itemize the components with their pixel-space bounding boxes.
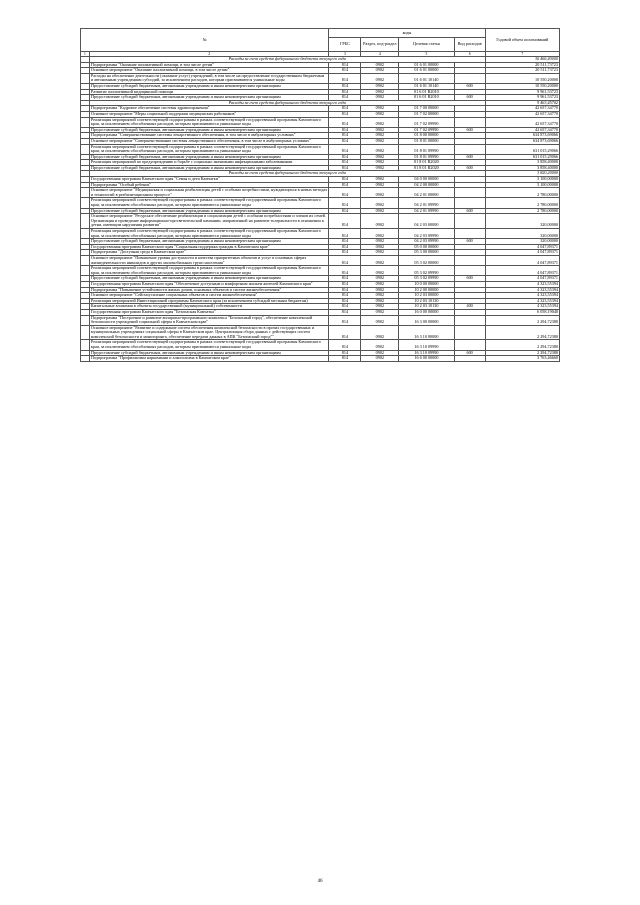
row-description: Расходы на обеспечение деятельности (оказание услуг) учреждений, в том числе на предоставление государственным бюджетным и автономным учреждениям субсидий, за исключением расходов, которым присваиваются уникальные коды xyxy=(89,73,328,83)
empty-cell xyxy=(81,356,90,362)
table-body xyxy=(81,57,560,362)
row-target-article: 04 2 03 09990 xyxy=(399,229,454,239)
row-grbs: 814 xyxy=(329,208,361,214)
row-description: Предоставление субсидий бюджетным, автономным учреждениям и иным некоммерческим организациям xyxy=(89,83,328,89)
row-amount: 3 100,00000 xyxy=(485,182,559,188)
row-amount: 20 511,73723 xyxy=(485,68,559,74)
row-expense-type: 600 xyxy=(454,154,485,160)
row-section: 0902 xyxy=(361,293,399,299)
row-target-article: 01 6 01 10140 xyxy=(399,73,454,83)
row-expense-type xyxy=(454,325,485,340)
table-row xyxy=(81,229,560,239)
row-amount: 9 961,53723 xyxy=(485,89,559,95)
table-row xyxy=(81,266,560,276)
row-section: 0902 xyxy=(361,106,399,112)
table-row xyxy=(81,340,560,350)
row-section: 0902 xyxy=(361,239,399,245)
table-row xyxy=(81,214,560,229)
row-amount: 4 047,89371 xyxy=(485,255,559,265)
row-target-article: 01 8 01 09990 xyxy=(399,144,454,154)
row-description: Предоставление субсидий бюджетным, автономным учреждениям и иным некоммерческим организациям xyxy=(89,276,328,282)
row-amount: 3 100,00000 xyxy=(485,177,559,183)
row-description: Реализация мероприятий соответствующей подпрограммы в рамках соответствующей государственной программы Камчатского края, за исключением обособленных расходов, которым присваиваются уникальные коды xyxy=(89,144,328,154)
row-target-article: 01 6 01 10140 xyxy=(399,83,454,89)
row-target-article: 04 0 00 00000 xyxy=(399,177,454,183)
row-description: Реализация мероприятий соответствующей подпрограммы в рамках соответствующей государственной программы Камчатского края, за исключением обособленных расходов, которым присваиваются уникальные коды xyxy=(89,198,328,208)
row-amount: 4 323,55394 xyxy=(485,304,559,310)
row-section: 0902 xyxy=(361,266,399,276)
row-description: Предоставление субсидий бюджетным, автономным учреждениям и иным некоммерческим организациям xyxy=(89,95,328,101)
row-section: 0902 xyxy=(361,95,399,101)
row-section: 0902 xyxy=(361,177,399,183)
table-row xyxy=(81,73,560,83)
row-grbs: 814 xyxy=(329,73,361,83)
header-expense-type: Вид расходов xyxy=(454,38,485,52)
row-expense-type: 600 xyxy=(454,83,485,89)
row-description: Реализация мероприятий Инвестиционной программы Камчатского края (за исключением субсидий местным бюджетам) xyxy=(89,298,328,304)
subtotal-amount: 36 466,40000 xyxy=(485,57,559,63)
row-amount: 3 858,40000 xyxy=(485,165,559,171)
row-expense-type: 400 xyxy=(454,304,485,310)
row-grbs: 814 xyxy=(329,160,361,166)
row-target-article: 16 3 00 00000 xyxy=(399,315,454,325)
row-description: Предоставление субсидий бюджетным, автономным учреждениям и иным некоммерческим организациям xyxy=(89,350,328,356)
row-expense-type xyxy=(454,144,485,154)
row-grbs: 814 xyxy=(329,244,361,250)
row-grbs: 814 xyxy=(329,133,361,139)
header-annual-amount: Годовой объем ассигнований xyxy=(485,29,559,52)
subtotal-description: Расходы за счет средств федерального бюджета текущего года xyxy=(89,57,485,63)
row-amount: 3 858,40000 xyxy=(485,160,559,166)
row-target-article: 01 8 00 00000 xyxy=(399,133,454,139)
row-amount: 10 550,20000 xyxy=(485,83,559,89)
table-row xyxy=(81,198,560,208)
row-target-article: 04 2 00 00000 xyxy=(399,182,454,188)
row-target-article: 10 2 03 10130 xyxy=(399,298,454,304)
row-grbs: 814 xyxy=(329,350,361,356)
row-grbs: 814 xyxy=(329,154,361,160)
header-grbs: ГРБС xyxy=(329,38,361,52)
row-amount: 631 015,29066 xyxy=(485,154,559,160)
row-amount: 2 294,72380 xyxy=(485,340,559,350)
row-grbs: 814 xyxy=(329,266,361,276)
row-description: Основное мероприятие "Совершенствование системы лекарственного обеспечения, в том числе в амбулаторных условиях" xyxy=(89,138,328,144)
row-description: Государственная программа Камчатского края "Обеспечение доступным и комфортным жильем жителей Камчатского края" xyxy=(89,281,328,287)
empty-cell xyxy=(81,73,90,83)
row-target-article: 04 2 01 09990 xyxy=(399,198,454,208)
row-expense-type xyxy=(454,73,485,83)
row-expense-type xyxy=(454,340,485,350)
row-description: Государственная программа Камчатского края "Социальная поддержка граждан в Камчатском крае" xyxy=(89,244,328,250)
row-amount: 20 511,73723 xyxy=(485,62,559,68)
header-target-article: Целевая статья xyxy=(399,38,454,52)
row-section: 0902 xyxy=(361,73,399,83)
row-description: Подпрограмма "Оказание паллиативной помощи, в том числе детям" xyxy=(89,62,328,68)
empty-cell xyxy=(81,340,90,350)
header-section: Раздел, под-раздел xyxy=(361,38,399,52)
table-header xyxy=(81,29,560,57)
row-description: Подпрограмма "Совершенствование системы лекарственного обеспечения, в том числе в амбулаторных условиях" xyxy=(89,133,328,139)
row-section: 0902 xyxy=(361,340,399,350)
column-number: 7 xyxy=(485,52,559,57)
row-section: 0902 xyxy=(361,208,399,214)
row-expense-type xyxy=(454,356,485,362)
empty-cell xyxy=(81,144,90,154)
row-section: 0902 xyxy=(361,276,399,282)
row-expense-type: 600 xyxy=(454,350,485,356)
row-section: 0902 xyxy=(361,182,399,188)
row-grbs: 814 xyxy=(329,177,361,183)
row-grbs: 814 xyxy=(329,106,361,112)
row-section: 0902 xyxy=(361,198,399,208)
row-amount: 4 047,89371 xyxy=(485,266,559,276)
row-grbs: 814 xyxy=(329,111,361,117)
row-grbs: 814 xyxy=(329,276,361,282)
row-description: Реализация мероприятий соответствующей подпрограммы в рамках соответствующей государственной программы Камчатского края, за исключением обособленных расходов, которым присваиваются уникальные коды xyxy=(89,266,328,276)
row-target-article: 01 8 01 00000 xyxy=(399,138,454,144)
row-grbs: 814 xyxy=(329,298,361,304)
row-grbs: 814 xyxy=(329,198,361,208)
row-grbs: 814 xyxy=(329,281,361,287)
row-section: 0902 xyxy=(361,214,399,229)
row-grbs: 814 xyxy=(329,304,361,310)
row-amount: 42 657,34770 xyxy=(485,117,559,127)
row-amount: 6 058,19040 xyxy=(485,309,559,315)
row-amount: 10 550,20000 xyxy=(485,73,559,83)
row-target-article: 01 6 01 R2010 xyxy=(399,89,454,95)
row-grbs: 814 xyxy=(329,214,361,229)
row-grbs: 814 xyxy=(329,315,361,325)
row-target-article: 16 6 00 00000 xyxy=(399,356,454,362)
row-description: Подпрограмма "Построение и развитие аппаратно-программного комплекса "Безопасный город", обеспечение комплексной безопасности учреждений социальной сферы в Камчатском крае" xyxy=(89,315,328,325)
empty-cell xyxy=(81,325,90,340)
row-description: Подпрограмма "Особый ребенок" xyxy=(89,182,328,188)
row-section: 0902 xyxy=(361,244,399,250)
table-row xyxy=(81,188,560,198)
row-target-article: 04 2 03 00000 xyxy=(399,214,454,229)
row-description: Основное мероприятие "Оказание паллиативной помощи, в том числе детям" xyxy=(89,68,328,74)
row-amount: 320,00000 xyxy=(485,229,559,239)
row-target-article: 16 0 00 00000 xyxy=(399,309,454,315)
row-section: 0902 xyxy=(361,154,399,160)
row-target-article: 05 0 00 00000 xyxy=(399,244,454,250)
row-target-article: 04 2 01 00000 xyxy=(399,188,454,198)
empty-cell xyxy=(81,188,90,198)
row-section: 0902 xyxy=(361,133,399,139)
row-expense-type xyxy=(454,198,485,208)
subtotal-amount: 3 820,20000 xyxy=(485,171,559,177)
row-target-article: 05 3 02 00000 xyxy=(399,255,454,265)
row-description: Предоставление субсидий бюджетным, автономным учреждениям и иным некоммерческим организациям xyxy=(89,239,328,245)
row-description: Реализация мероприятий по предупреждению и борьбе с социально значимыми инфекционными заболеваниями xyxy=(89,160,328,166)
row-description: Государственная программа Камчатского края "Семья и дети Камчатки" xyxy=(89,177,328,183)
row-expense-type xyxy=(454,266,485,276)
row-description: Подпрограмма "Повышение устойчивости жилых домов, основных объектов и систем жизнеобеспечения" xyxy=(89,287,328,293)
row-grbs: 814 xyxy=(329,62,361,68)
row-amount: 2 294,72380 xyxy=(485,315,559,325)
row-section: 0902 xyxy=(361,160,399,166)
row-target-article: 01 8 01 09990 xyxy=(399,154,454,160)
row-amount: 2 780,00000 xyxy=(485,198,559,208)
row-section: 0902 xyxy=(361,255,399,265)
row-section: 0902 xyxy=(361,144,399,154)
row-grbs: 814 xyxy=(329,117,361,127)
row-expense-type xyxy=(454,315,485,325)
row-amount: 42 657,34770 xyxy=(485,111,559,117)
row-section: 0902 xyxy=(361,315,399,325)
row-target-article: 01 6 01 R2010 xyxy=(399,95,454,101)
row-description: Предоставление субсидий бюджетным, автономным учреждениям и иным некоммерческим организациям xyxy=(89,165,328,171)
row-description: Предоставление субсидий бюджетным, автономным учреждениям и иным некоммерческим организациям xyxy=(89,127,328,133)
row-target-article: 01 7 02 00000 xyxy=(399,111,454,117)
row-section: 0902 xyxy=(361,350,399,356)
row-section: 0902 xyxy=(361,309,399,315)
row-target-article: 01 7 02 09990 xyxy=(399,117,454,127)
row-description: Основное мероприятие "Сейсмоусиление социальных объектов и систем жизнеобеспечения" xyxy=(89,293,328,299)
row-description: Подпрограмма "Кадровое обеспечение системы здравоохранения" xyxy=(89,106,328,112)
row-section: 0902 xyxy=(361,165,399,171)
column-number: 1 xyxy=(81,52,90,57)
row-section: 0902 xyxy=(361,298,399,304)
row-section: 0902 xyxy=(361,68,399,74)
row-grbs: 814 xyxy=(329,325,361,340)
row-section: 0902 xyxy=(361,111,399,117)
row-amount: 2 780,00000 xyxy=(485,208,559,214)
row-target-article: 01 7 00 00000 xyxy=(399,106,454,112)
row-target-article: 04 2 01 09990 xyxy=(399,208,454,214)
row-amount: 320,00000 xyxy=(485,239,559,245)
row-expense-type xyxy=(454,117,485,127)
row-amount: 4 323,55394 xyxy=(485,287,559,293)
row-grbs: 814 xyxy=(329,165,361,171)
row-amount: 42 657,34770 xyxy=(485,127,559,133)
row-section: 0902 xyxy=(361,83,399,89)
subtotal-amount: 9 463,45702 xyxy=(485,100,559,106)
row-expense-type xyxy=(454,188,485,198)
row-amount: 631 015,29066 xyxy=(485,144,559,154)
row-section: 0902 xyxy=(361,229,399,239)
column-number: 6 xyxy=(454,52,485,57)
row-section: 0902 xyxy=(361,127,399,133)
row-target-article: 16 3 10 00000 xyxy=(399,325,454,340)
row-section: 0902 xyxy=(361,281,399,287)
row-target-article: 01 8 01 R2020 xyxy=(399,160,454,166)
row-section: 0902 xyxy=(361,356,399,362)
row-amount: 4 323,55394 xyxy=(485,298,559,304)
row-grbs: 814 xyxy=(329,293,361,299)
row-grbs: 814 xyxy=(329,229,361,239)
row-target-article: 16 3 10 09990 xyxy=(399,350,454,356)
row-grbs: 814 xyxy=(329,287,361,293)
row-target-article: 01 8 01 R2020 xyxy=(399,165,454,171)
row-grbs: 814 xyxy=(329,188,361,198)
row-description: Реализация мероприятий соответствующей подпрограммы в рамках соответствующей государственной программы Камчатского края, за исключением обособленных расходов, которым присваиваются уникальные коды xyxy=(89,340,328,350)
row-section: 0902 xyxy=(361,325,399,340)
table-row xyxy=(81,315,560,325)
row-expense-type: 600 xyxy=(454,208,485,214)
row-section: 0902 xyxy=(361,188,399,198)
row-grbs: 814 xyxy=(329,68,361,74)
column-number: 3 xyxy=(329,52,361,57)
row-amount: 42 657,34770 xyxy=(485,106,559,112)
row-expense-type: 600 xyxy=(454,276,485,282)
row-amount: 634 873,69066 xyxy=(485,133,559,139)
header-codes: коды xyxy=(329,29,485,38)
row-description: Основное мероприятие "Медицинская и социальная реабилитация детей с особыми потребностями, нуждающихся в новых методах и технологий в реабилитационном процессе" xyxy=(90,187,328,197)
row-section: 0902 xyxy=(361,250,399,256)
empty-cell xyxy=(81,315,90,325)
row-section: 0902 xyxy=(361,117,399,127)
subtotal-description: Расходы за счет средств федерального бюджета текущего года xyxy=(89,100,485,106)
row-target-article: 10 2 03 00000 xyxy=(399,293,454,299)
row-grbs: 814 xyxy=(329,255,361,265)
row-target-article: 16 3 10 09990 xyxy=(399,340,454,350)
column-number: 2 xyxy=(89,52,328,57)
empty-cell xyxy=(81,214,90,229)
row-expense-type xyxy=(454,214,485,229)
row-target-article: 01 7 02 09990 xyxy=(399,127,454,133)
row-expense-type: 600 xyxy=(454,165,485,171)
budget-table xyxy=(80,28,560,362)
row-amount: 2 780,00000 xyxy=(485,188,559,198)
row-amount: 4 323,55394 xyxy=(485,281,559,287)
row-expense-type: 600 xyxy=(454,239,485,245)
empty-cell xyxy=(81,117,90,127)
row-amount: 634 873,69066 xyxy=(485,138,559,144)
row-section: 0902 xyxy=(361,287,399,293)
row-amount: 4 047,89371 xyxy=(485,244,559,250)
row-description: Основное мероприятие "Развитие и содержание систем обеспечения комплексной безопасности в прочих государственных и муниципальных учреждениях социальной сферы в Камчатском крае. Централизация сбора данных с действующих систем комплексной безопасности и мониторинга, обеспечение передачи данных в АПК "Безопасный город"" xyxy=(89,325,328,340)
header-number: № xyxy=(81,29,329,52)
row-expense-type: 600 xyxy=(454,127,485,133)
row-description: Реализация мероприятий соответствующей подпрограммы в рамках соответствующей государственной программы Камчатского края, за исключением обособленных расходов, которым присваиваются уникальные коды xyxy=(89,117,328,127)
row-target-article: 05 3 00 00000 xyxy=(399,250,454,256)
row-grbs: 814 xyxy=(329,239,361,245)
row-target-article: 01 6 01 00000 xyxy=(399,68,454,74)
row-description: Предоставление субсидий бюджетным, автономным учреждениям и иным некоммерческим организациям xyxy=(89,208,328,214)
row-target-article: 04 2 03 09990 xyxy=(399,239,454,245)
empty-cell xyxy=(81,198,90,208)
row-amount: 2 294,72380 xyxy=(485,325,559,340)
row-amount: 9 961,53723 xyxy=(485,95,559,101)
empty-cell xyxy=(81,266,90,276)
row-expense-type: 600 xyxy=(454,95,485,101)
row-grbs: 814 xyxy=(329,356,361,362)
row-section: 0902 xyxy=(361,62,399,68)
page-number: 46 xyxy=(317,879,323,884)
row-section: 0902 xyxy=(361,304,399,310)
empty-cell xyxy=(81,255,90,265)
row-expense-type xyxy=(454,229,485,239)
row-description: Основное мероприятие "Ресурсное обеспечение реабилитации и социализации детей с особыми потребностями и членов их семей. Организация и проведение информационно-просветительской кампании, направленной на развитие толерантности в отношении к детям, имеющим нарушения развития" xyxy=(89,214,328,229)
row-description: Подпрограмма "Доступная среда в Камчатском крае" xyxy=(89,250,328,256)
row-description: Подпрограмма "Профилактика наркомании и алкоголизма в Камчатском крае" xyxy=(89,356,328,362)
row-section: 0902 xyxy=(361,89,399,95)
table-row xyxy=(81,325,560,340)
row-expense-type xyxy=(454,255,485,265)
row-target-article: 05 3 02 09990 xyxy=(399,266,454,276)
table-row xyxy=(81,255,560,265)
row-amount: 4 047,89371 xyxy=(485,276,559,282)
row-target-article: 10 2 00 00000 xyxy=(399,287,454,293)
row-description: Капитальные вложения в объекты государственной (муниципальной) собственности xyxy=(89,304,328,310)
row-amount: 4 047,89371 xyxy=(485,250,559,256)
empty-cell xyxy=(81,229,90,239)
table-row xyxy=(81,144,560,154)
table-row xyxy=(81,117,560,127)
row-target-article: 10 2 03 10130 xyxy=(399,304,454,310)
row-amount: 320,00000 xyxy=(485,214,559,229)
row-amount: 2 294,72380 xyxy=(485,350,559,356)
row-description: Развитие паллиативной медицинской помощи xyxy=(89,89,328,95)
row-grbs: 814 xyxy=(329,89,361,95)
column-number: 4 xyxy=(361,52,399,57)
row-description: Предоставление субсидий бюджетным, автономным учреждениям и иным некоммерческим организациям xyxy=(89,154,328,160)
row-section: 0902 xyxy=(361,138,399,144)
row-grbs: 814 xyxy=(329,83,361,89)
row-grbs: 814 xyxy=(329,309,361,315)
row-target-article: 10 0 00 00000 xyxy=(399,281,454,287)
row-description: Основное мероприятие "Меры социальной поддержки медицинских работников" xyxy=(89,111,328,117)
row-description: Реализация мероприятий соответствующей подпрограммы в рамках соответствующей государственной программы Камчатского края, за исключением обособленных расходов, которым присваиваются уникальные коды xyxy=(89,229,328,239)
row-grbs: 814 xyxy=(329,95,361,101)
row-grbs: 814 xyxy=(329,138,361,144)
row-description: Государственная программа Камчатского края "Безопасная Камчатка" xyxy=(89,309,328,315)
row-grbs: 814 xyxy=(329,182,361,188)
subtotal-description: Расходы за счет средств федерального бюджета текущего года xyxy=(89,171,485,177)
table-row xyxy=(81,356,560,362)
row-target-article: 01 6 01 00000 xyxy=(399,62,454,68)
row-grbs: 814 xyxy=(329,250,361,256)
row-target-article: 05 3 02 09990 xyxy=(399,276,454,282)
row-grbs: 814 xyxy=(329,144,361,154)
row-grbs: 814 xyxy=(329,127,361,133)
column-number: 5 xyxy=(399,52,454,57)
row-description: Основное мероприятие "Повышение уровня доступности и качества приоритетных объектов и услуг в основных сферах жизнедеятельности инвалидов и других маломобильных групп населения" xyxy=(89,255,328,265)
row-grbs: 814 xyxy=(329,340,361,350)
row-amount: 4 323,55394 xyxy=(485,293,559,299)
row-amount: 3 763,46660 xyxy=(485,356,559,362)
